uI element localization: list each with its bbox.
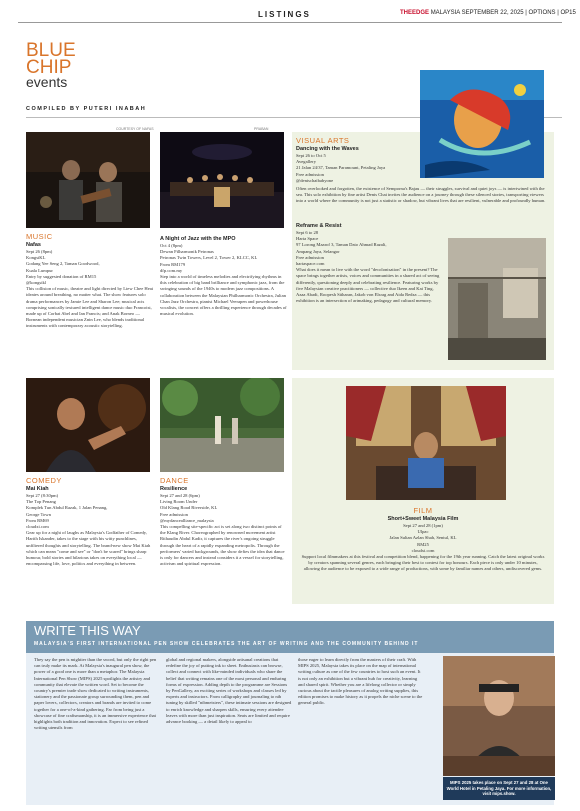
visual-details	[296, 153, 416, 184]
dance-venue: Living Room Under	[160, 499, 198, 505]
comedy-price: From RM69	[26, 517, 49, 523]
dance-price: Free admission	[160, 511, 188, 517]
reframe-venue: Harta Space	[296, 236, 319, 242]
reframe-date: Sept 6 to 28	[296, 230, 319, 235]
jazz-date: Oct 4 (8pm)	[160, 243, 183, 248]
film-date: Sept 27 and 28 (1pm)	[403, 523, 443, 528]
masthead-info: THEEDGE MALAYSIA SEPTEMBER 22, 2025 | OPTIONS | OP15	[400, 10, 576, 16]
title-chip: CHIP	[26, 57, 72, 78]
reframe-body: What does it mean to live with the word "decolonisation" in the present? The space brings together artists, voices and communities in a shared act of seeing differently, questioning deeply and celebrating resilience. Featuring works by five Malaysian creative practitioners — collective duo Ikeen and Kai Ting, Azaa Abadi, Roopesh Sitharan, Jakob von Elsrag and Aida Redza — this exhibition is an intersection of artmaking, pedagogy and cultural memory.	[296, 267, 440, 304]
comedy-address2: George Town	[26, 511, 51, 517]
visual-address: 21 Jalan 24/37, Taman Paramount, Petaling Jaya	[296, 165, 386, 171]
write-photo	[443, 656, 555, 776]
reframe-address1: 97 Lorong Maarof 3, Taman Dato Ahmad Razali,	[296, 242, 387, 248]
dance-photo	[160, 378, 284, 472]
write-subtitle: MALAYSIA'S FIRST INTERNATIONAL PEN SHOW CELEBRATES THE ART OF WRITING AND THE COMMUNITY BEHIND IT	[34, 641, 419, 647]
film-address: Jalan Sultan Azlan Shah, Sentul, KL	[389, 535, 457, 541]
music-body: This collision of music, theatre and light directed by Liew Chee Heai ideates around breathing, no matter what. The show features solo drama performances by Jamie Lee and Sharon Lee; musical acts comprising sonically textured intelligent dance music duo Francoist, made up of Corbat Abel and Ian Francis; and Anak Borneo — Bornean independent musician Znin Lee, who blends traditional instruments with contemporary acoustic storytelling.	[26, 286, 154, 329]
dance-title: Resilience	[160, 486, 188, 492]
music-venue: KongsiKL	[26, 255, 46, 261]
comedy-website: cloudxi.com	[26, 524, 49, 530]
dance-body: This compelling site-specific act is set along two distinct points of the Klang River. Choreographed by renowned movement artist Rithaudin Abdul Kadir, it captures the river's ongoing struggle through the heart of a rapidly expanding metropolis. Through the performers' varied backgrounds, the show defies the idea that dance is only for dancers and instead considers it a vessel for storytelling, activism and spiritual expression.	[160, 524, 285, 567]
page-number: OP15	[560, 10, 576, 16]
byline: COMPILED BY PUTERI INABAH	[26, 106, 147, 112]
visual-price: Free admission	[296, 171, 324, 177]
music-handle: @kongsikl	[26, 280, 47, 286]
reframe-details	[296, 230, 442, 304]
section-label: LISTINGS	[258, 10, 311, 19]
comedy-title: Mai Kiah	[26, 486, 49, 492]
music-category: MUSIC	[26, 232, 53, 241]
film-category: FILM	[413, 506, 433, 515]
comedy-photo	[26, 378, 150, 472]
dance-date: Sept 27 and 28 (6pm)	[160, 493, 200, 498]
write-title: WRITE THIS WAY	[34, 623, 141, 638]
dance-address: Old Klang Road Riverside, KL	[160, 505, 218, 511]
dance-handle: @mydancealliance_malaysia	[160, 517, 214, 523]
jazz-body: Step into a world of timeless melodies and electrifying rhythms in this celebration of big band brilliance and symphonic jazz, from the swinging sounds of the 1940s to modern jazz compositions. A collaboration between the Malaysian Philharmonic Orchestra, Julian Chan Jazz Orchestra, pianist Michael Veerapen and powerhouse vocalists, the concert offers a thrilling experience through decades of musical evolution.	[160, 274, 287, 317]
film-venue: Ulpac	[417, 529, 429, 535]
jazz-details	[160, 243, 288, 317]
comedy-venue: The Top Penang	[26, 499, 56, 505]
film-details	[300, 523, 546, 573]
jazz-website: dfp.com.my	[160, 267, 183, 273]
title-events: events	[26, 74, 68, 90]
music-price: Entry by suggested donation of RM15	[26, 273, 97, 279]
reframe-website: hartaspace.com	[296, 261, 325, 267]
header-rule	[18, 22, 562, 23]
visual-title: Dancing with the Waves	[296, 146, 359, 152]
jazz-venue: Dewan Filharmonik Petronas	[160, 249, 214, 255]
jazz-address: Petronas Twin Towers, Level 2, Tower 2, KLCC, KL	[160, 255, 258, 261]
reframe-price: Free admission	[296, 254, 324, 260]
music-details	[26, 249, 154, 330]
film-body: Support local filmmakers at this festival and competition blend, happening for the 19th year running. Catch the latest original works by creators spanning several genres, each bringing their best to contest for top honours. Each piece is only under 10 minutes, allowing the audience to be exposed to a wide range of productions, with some by familiar names and others, undiscovered gems.	[301, 554, 545, 572]
reframe-address2: Ampang Jaya, Selangor	[296, 248, 340, 254]
jazz-title: A Night of Jazz with the MPO	[160, 236, 236, 242]
visual-handle: @denischaibabyone	[296, 177, 334, 183]
music-date: Sept 26 (8pm)	[26, 249, 53, 254]
visual-arts-painting	[420, 70, 544, 178]
write-column-3: those eager to learn directly from the masters of their craft. With MIPS 2025, Malaysia takes its place on the map of international writing culture as one of the few countries to host such an event. It is not only an exhibition but a vibrant hub for creativity, learning and shared spirit. Whether you are a lifelong collector or simply curious about the tactile pleasures of analog writing supplies, this edition promises to make history as it propels the niche scene to the general public.	[298, 657, 423, 706]
jazz-price: From RM179	[160, 261, 186, 267]
dance-details	[160, 493, 288, 567]
jazz-photo	[160, 132, 284, 228]
music-photo-credit: COURTESY OF NAFAS	[116, 127, 154, 131]
comedy-address1: Komplek Tun Abdul Razak, 1 Jalan Penang,	[26, 505, 108, 511]
write-column-2: global and regional makers, alongside artisanal creations that redefine the joy of putting ink to sheet. Enthusiasts can browse, collect and connect with like-minded individuals who share the belief that writing remains one of the most personal and enduring forms of expression. Adding depth to the programme are Sessions by PenGallery, an exciting series of workshops and classes led by experts and instructors. From calligraphy and journaling to nib tuning by skilled "nibmeisters", these intimate sessions are designed to enrich knowledge and sharpen skills, ensuring every attendee leaves with more than just inspiration. Seats are limited and require advance booking — a detail likely to appeal to	[166, 657, 292, 725]
comedy-date: Sept 27 (8:30pm)	[26, 493, 59, 498]
music-title: Nafas	[26, 242, 41, 248]
issue-date: SEPTEMBER 22, 2025	[461, 10, 524, 16]
film-photo	[346, 386, 506, 500]
write-column-1: They say the pen is mightier than the sword, but only the right pen can truly make its mark. At Malaysia's inaugural pen show, the power of a good one is more than a metaphor. The Malaysia International Pen Show (MIPS) 2025 spotlights the artistry and community that elevate the written word. Set to become the country's premier trade show dedicated to writing instruments, stationery and the passionate group surrounding them, pen and paper lovers, collectors, creators and brands are invited to come together for a one-of-a-kind gathering. Far from being just a showcase of fine craftsmanship, it is an immersive experience that highlights both tradition and innovation. Expect to see refined writing utensils from	[34, 657, 157, 731]
music-address1: Godang Yee Seng 2, Taman Goodwood,	[26, 261, 100, 267]
write-info-box: MIPS 2025 takes place on Sept 27 and 28 at One World Hotel in Petaling Jaya. For more information, visit mips.show.	[443, 777, 555, 800]
brand: THEEDGE	[400, 10, 430, 16]
visual-body: Often overlooked and forgotten, the existence of Semporna's Bajau — their struggles, survival and quiet joys — is intertwined with the sea. This solo exhibition by fine artist Denis Chai invites the audience on a journey through these silenced stories, transporting viewers into a world where the community is not just a statistic or shadow, but vibrant lives that are resilient, vulnerable and profoundly human.	[296, 186, 546, 204]
paper-name: MALAYSIA	[430, 10, 460, 16]
title-blue: BLUE	[26, 40, 76, 61]
music-address2: Kuala Lumpur	[26, 267, 53, 273]
film-website: cloudxi.com	[411, 547, 435, 553]
reframe-title: Reframe & Resist	[296, 223, 342, 229]
jazz-photo-credit: PRABAN	[254, 127, 269, 131]
reframe-photo	[448, 238, 546, 360]
dance-category: DANCE	[160, 476, 189, 485]
film-price: RM25	[417, 541, 429, 547]
music-photo	[26, 132, 150, 228]
visual-category: VISUAL ARTS	[296, 136, 350, 145]
film-title: Short+Sweet Malaysia Film	[387, 516, 459, 522]
comedy-body: Gear up for a night of laughs as Malaysia's Godfather of Comedy, Harith Iskander, takes to the stage with his witty punchlines, unfiltered thoughts and storytelling. The brand-new show Mai Kiah which can mean "come and see" or "don't be scared" brings sharp humour, bold stories and hilarious takes on everything local — encompassing life, love, politics and everything in between.	[26, 530, 151, 567]
comedy-details	[26, 493, 154, 567]
visual-date: Sept 26 to Oct 5	[296, 153, 326, 158]
pillar-name: OPTIONS	[528, 10, 556, 16]
visual-venue: Avegallery	[296, 159, 317, 165]
comedy-category: COMEDY	[26, 476, 62, 485]
